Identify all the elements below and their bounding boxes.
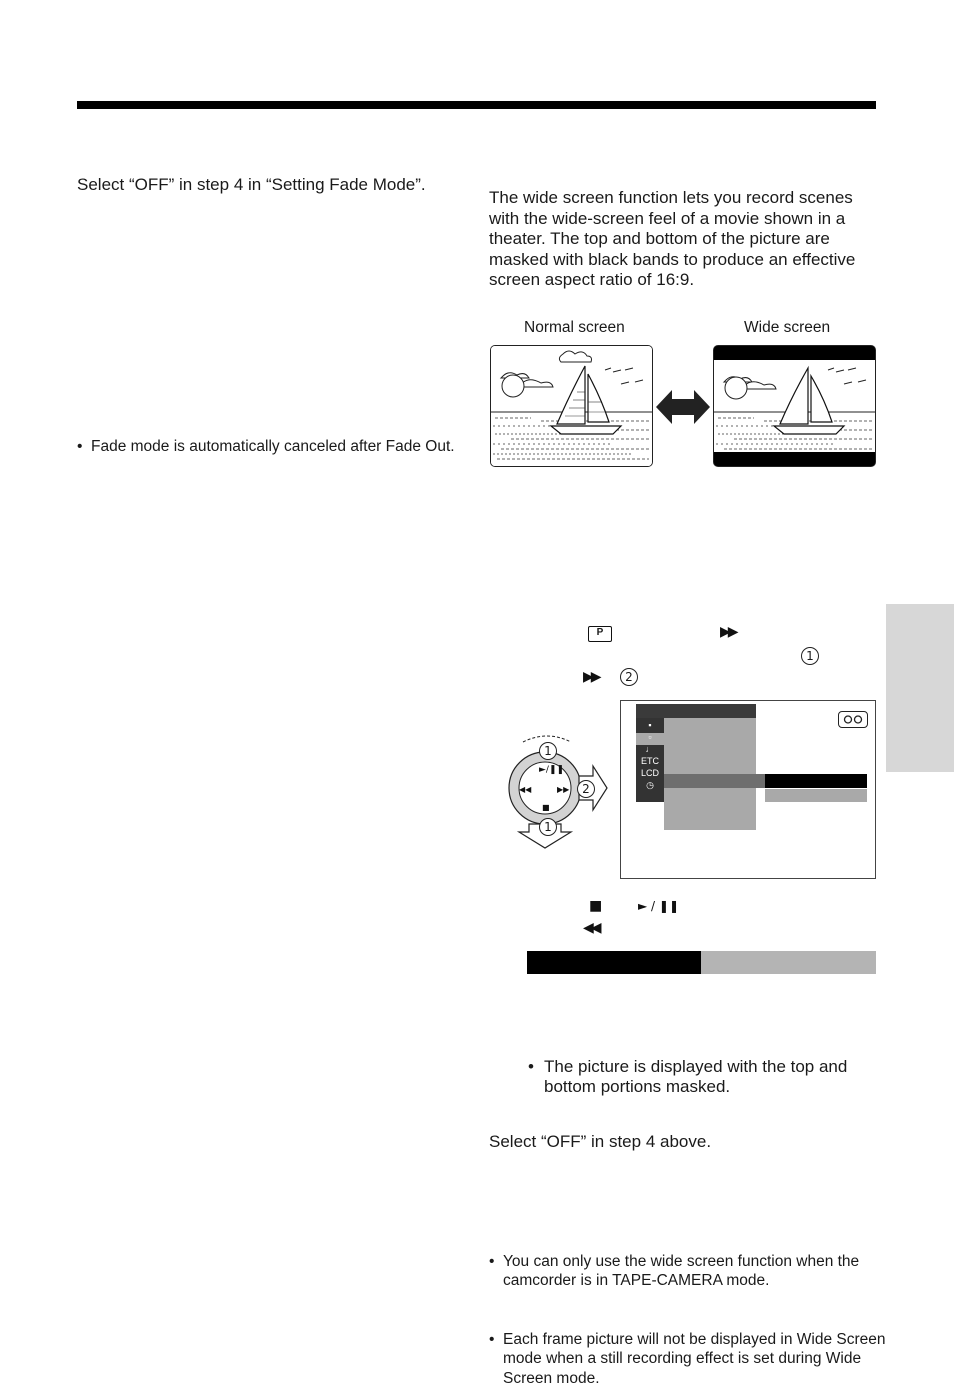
etc-icon: ETC [638, 755, 662, 767]
normal-screen-illustration [490, 345, 653, 467]
menu-option-selected [765, 774, 867, 788]
play-pause-icon: ► / ❚❚ [638, 899, 679, 913]
svg-text:►/❚❚: ►/❚❚ [539, 765, 564, 775]
clock-icon: ◷ [638, 779, 662, 791]
selection-bar-on [527, 951, 701, 974]
audio-icon: ♩ [638, 743, 662, 755]
side-section-tab [886, 604, 954, 772]
note-item: • Each frame picture will not be displayed in Wide Screen mode when a still recording effect is set during Wide Screen mode. [489, 1330, 888, 1388]
sailboat-scene-masked-image [714, 346, 875, 466]
wide-screen-illustration [713, 345, 876, 467]
step-number-1-icon: 1 [801, 647, 819, 665]
fast-forward-icon: ▶▶ [583, 669, 599, 685]
step-number-2-icon: 2 [577, 780, 595, 798]
svg-text:■: ■ [542, 803, 550, 812]
menu-selected-row [664, 774, 765, 788]
cancel-fade-instruction: Select “OFF” in step 4 in “Setting Fade Mode”. [77, 175, 477, 196]
selection-bar-off [701, 951, 876, 974]
normal-screen-label: Normal screen [524, 319, 625, 337]
menu-icon-list [638, 719, 662, 791]
svg-text:◀◀: ◀◀ [519, 785, 532, 794]
menu-header-bar [636, 704, 756, 718]
header-rule [77, 101, 876, 109]
tape-icon [838, 711, 868, 728]
rewind-icon: ◀◀ [583, 920, 599, 936]
program-ae-icon: ▫ [638, 731, 662, 743]
step-number-2-icon: 2 [620, 668, 638, 686]
double-arrow-icon [656, 390, 710, 424]
note-item: • You can only use the wide screen function when the camcorder is in TAPE-CAMERA mode. [489, 1252, 888, 1291]
step-number-1-icon: 1 [539, 742, 557, 760]
menu-option-alt [765, 789, 867, 802]
step-number-1-icon: 1 [539, 818, 557, 836]
camera-icon: ▪ [638, 719, 662, 731]
fast-forward-icon: ▶▶ [720, 624, 736, 640]
wide-screen-intro: The wide screen function lets you record scenes with the wide-screen feel of a movie shown in a theater. The top and bottom of the picture are masked with black bands to produce an effective screen aspect ratio of 16:9. [489, 188, 871, 291]
stop-icon: ■ [589, 898, 602, 914]
wide-screen-label: Wide screen [744, 319, 830, 337]
sailboat-scene-image [491, 346, 652, 466]
program-ae-icon [588, 626, 612, 642]
cancel-wide-instruction: Select “OFF” in step 4 above. [489, 1132, 869, 1153]
lcd-icon: LCD [638, 767, 662, 779]
fade-note: • Fade mode is automatically canceled after Fade Out. [77, 437, 481, 457]
svg-text:▶▶: ▶▶ [557, 785, 570, 794]
result-note: • The picture is displayed with the top and bottom portions masked. [528, 1057, 894, 1098]
p-icon-label: P [597, 627, 604, 638]
